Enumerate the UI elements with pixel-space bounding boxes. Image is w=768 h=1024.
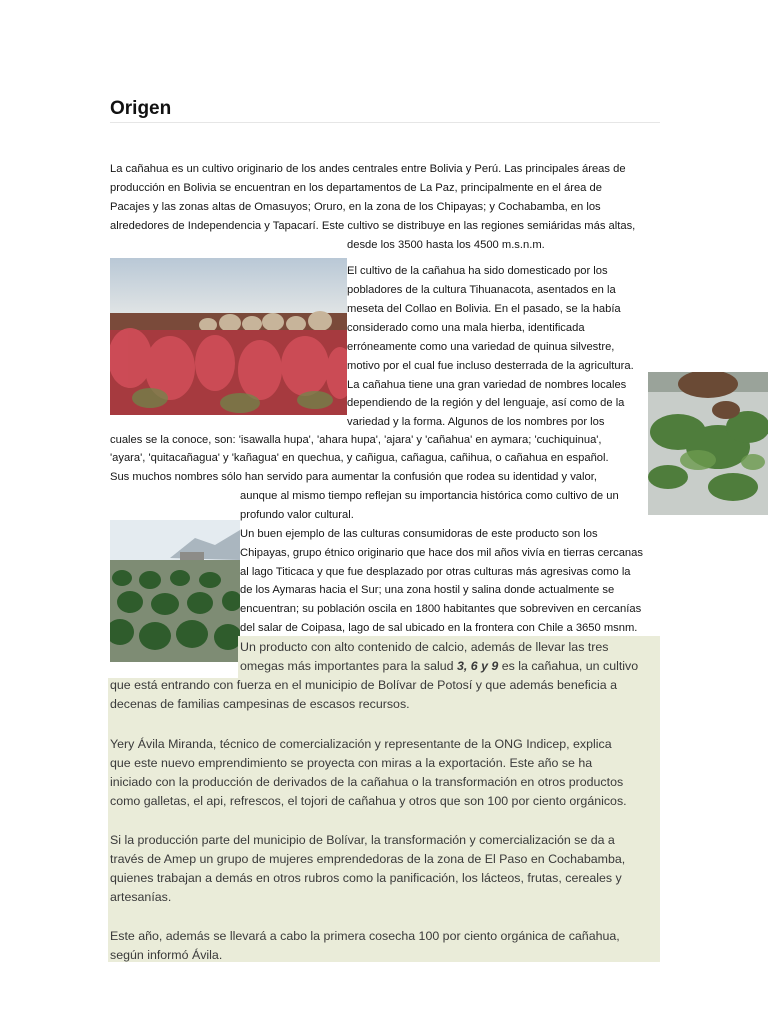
page-title: Origen: [110, 98, 172, 119]
para2b-line: cuales se la conoce, son: 'isawalla hupa', 'ahara hupa', 'ajara' y 'cañahua' en aymara; 'cuchiquinua',: [110, 434, 602, 446]
green-field-image: [110, 500, 240, 662]
para6-line: través de Amep un grupo de mujeres emprendedoras de la zona de El Paso en Cochabamba,: [110, 852, 626, 866]
para4-line: que está entrando con fuerza en el municipio de Bolívar de Potosí y que además beneficia a: [110, 678, 617, 692]
title-divider: [110, 122, 660, 123]
para2c-line: aunque al mismo tiempo reflejan su importancia histórica como cultivo de un: [240, 490, 619, 502]
para5-line: Yery Ávila Miranda, técnico de comercialización y representante de la ONG Indicep, explica: [110, 737, 612, 751]
para2-line: La cañahua tiene una gran variedad de nombres locales: [347, 379, 627, 391]
para2-line: motivo por el cual fue incluso desterrada de la agricultura.: [347, 360, 634, 372]
para7-line: Este año, además se llevará a cabo la primera cosecha 100 por ciento orgánica de cañahua,: [110, 929, 620, 943]
para2-line: dependiendo de la región y del lenguaje, así como de la: [347, 397, 625, 409]
intro-line: La cañahua es un cultivo originario de los andes centrales entre Bolivia y Perú. Las principales áreas de: [110, 163, 626, 175]
para3-line: encuentran; su población oscila en 1800 habitantes que sobreviven en cercanías: [240, 603, 642, 615]
para3-line: Un buen ejemplo de las culturas consumidoras de este producto son los: [240, 528, 598, 540]
para4-line: decenas de familias campesinas de escasos recursos.: [110, 697, 410, 711]
highlight-background: [108, 678, 660, 962]
para6-line: Si la producción parte del municipio de Bolívar, la transformación y comercialización se da a: [110, 833, 615, 847]
canahua-field-image: [110, 258, 347, 415]
para2b-line: Sus muchos nombres sólo han servido para aumentar la confusión que rodea su identidad y valor,: [110, 471, 597, 483]
para5-line: iniciado con la producción de derivados de la cañahua o la transformación en otros productos: [110, 775, 624, 789]
para7-line: según informó Ávila.: [110, 948, 223, 962]
intro-line: alrededores de Independencia y Tapacarí. Este cultivo se distribuye en las regiones semiáridas más altas,: [110, 220, 636, 232]
para2-line: considerado como una mala hierba, identificada: [347, 322, 585, 334]
para6-line: quienes trabajan a demás en otros rubros como la panificación, los lácteos, frutas, cereales y: [110, 871, 622, 885]
para3-line: Chipayas, grupo étnico originario que hace dos mil años vivía en tierras cercanas: [240, 547, 643, 559]
para3-line: del salar de Coipasa, lago de sal ubicado en la frontera con Chile a 3650 msnm.: [240, 622, 638, 634]
para2c-line: profundo valor cultural.: [240, 509, 354, 521]
para5-line: como galletas, el api, refrescos, el tojori de cañahua y otros que son 100 por ciento orgánicos.: [110, 794, 627, 808]
intro-line: producción en Bolivia se encuentran en los departamentos de La Paz, principalmente en el área de: [110, 182, 602, 194]
para4-line: omegas más importantes para la salud 3, 6 y 9 es la cañahua, un cultivo: [240, 659, 639, 673]
para5-line: que este nuevo emprendimiento se proyecta con miras a la exportación. Este año se ha: [110, 756, 593, 770]
para2-line: variedad y la forma. Algunos de los nombres por los: [347, 416, 605, 428]
para2-line: pobladores de la cultura Tihuanacota, asentados en la: [347, 284, 616, 296]
intro-line: Pacajes y las zonas altas de Omasuyos; Oruro, en la zona de los Chipayas; y Cochabamba, en los: [110, 201, 601, 213]
para2-line: erróneamente como una variedad de quinua silvestre,: [347, 341, 615, 353]
harvest-hands-image: [648, 372, 768, 515]
para3-line: de los Aymaras hacia el Sur; una zona hostil y salina donde actualmente se: [240, 584, 615, 596]
para3-line: al lago Titicaca y que fue desplazado por otras culturas más agresivas como la: [240, 566, 631, 578]
intro-line: desde los 3500 hasta los 4500 m.s.n.m.: [347, 239, 545, 251]
para6-line: artesanías.: [110, 890, 172, 904]
para2-line: El cultivo de la cañahua ha sido domesticado por los: [347, 265, 608, 277]
omega-numbers: 3, 6 y 9: [456, 659, 499, 673]
para2-line: meseta del Collao en Bolivia. En el pasado, se la había: [347, 303, 621, 315]
para4-line: Un producto con alto contenido de calcio, además de llevar las tres: [240, 640, 609, 654]
para2b-line: 'ayara', 'quitacañagua' y 'kañagua' en quechua, y cañigua, cañagua, cañihua, o cañahua en español.: [110, 452, 609, 464]
